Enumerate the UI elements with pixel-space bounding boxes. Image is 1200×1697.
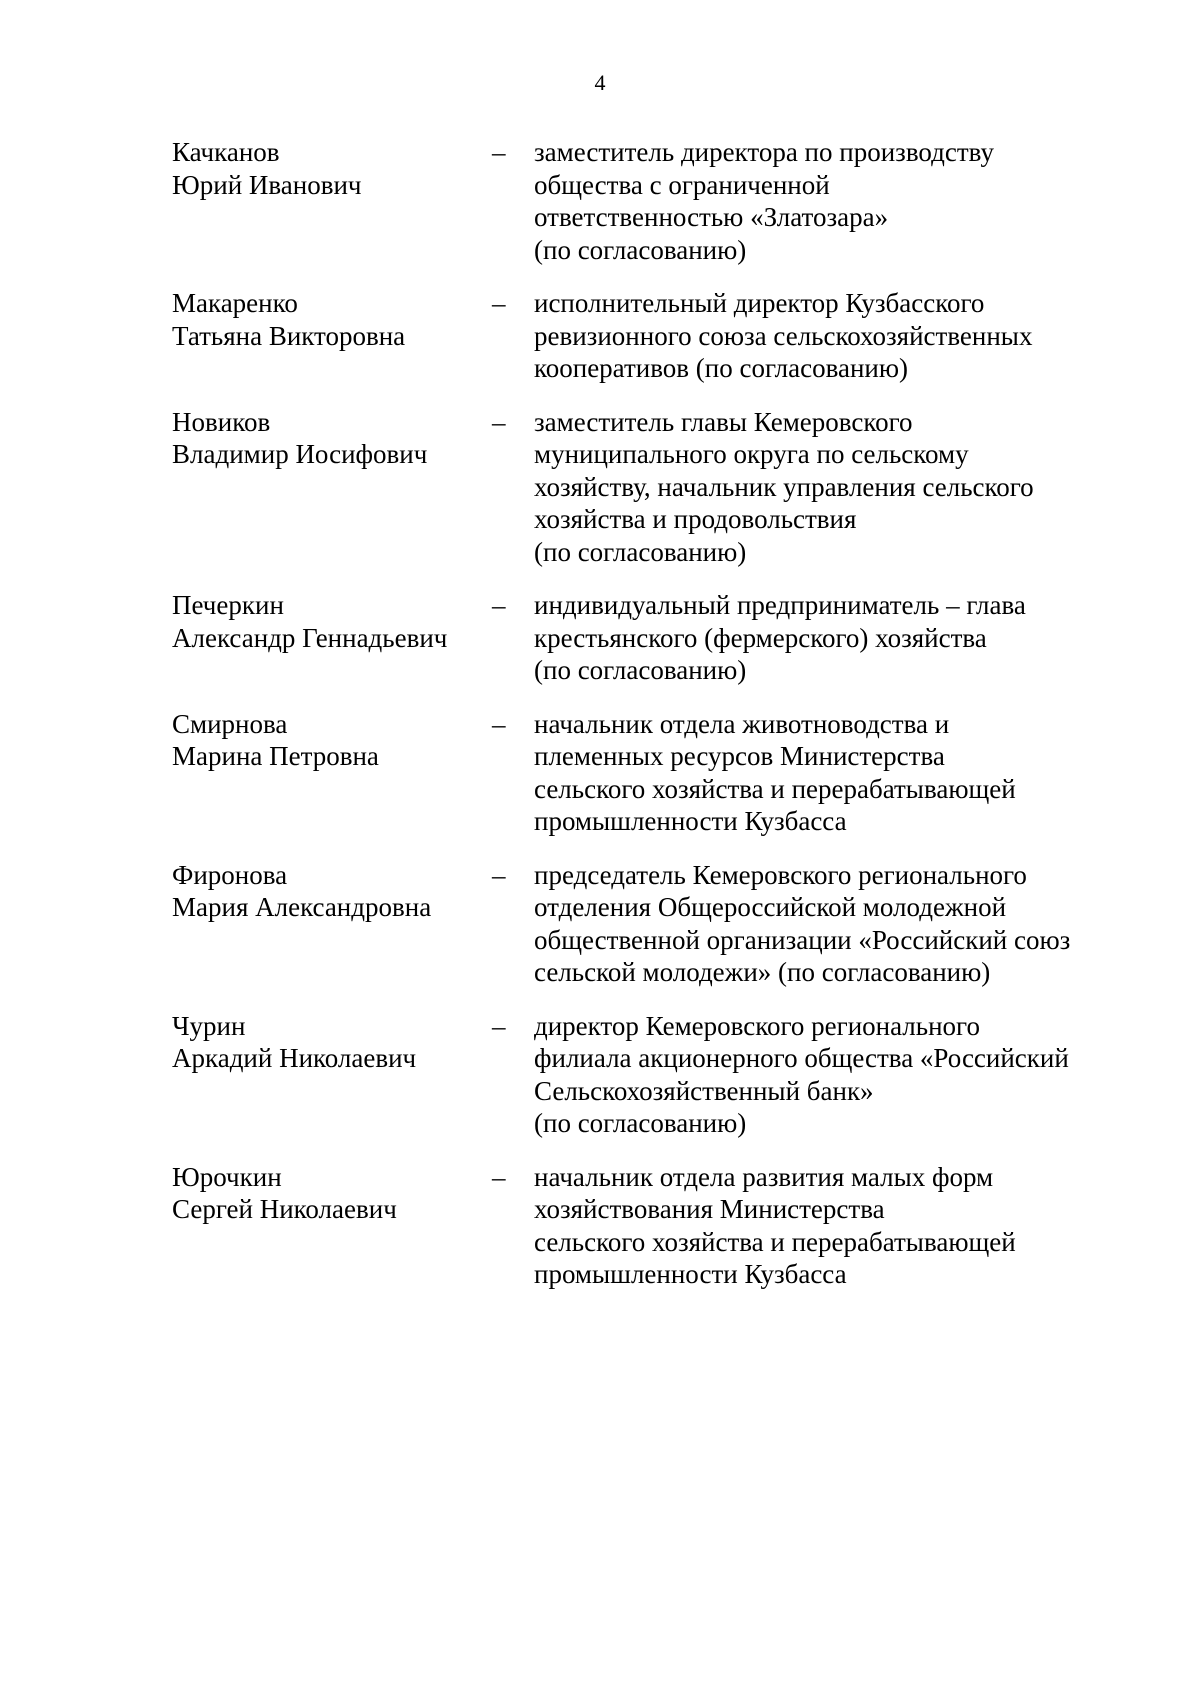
member-name bbox=[172, 1010, 492, 1075]
member-surname: Смирнова bbox=[172, 708, 288, 739]
member-given-names: Мария Александровна bbox=[172, 892, 432, 922]
member-surname: Печеркин bbox=[172, 590, 284, 620]
member-entry bbox=[172, 859, 1112, 989]
member-given-names: Александр Геннадьевич bbox=[172, 622, 448, 653]
separator-dash: – bbox=[492, 1010, 506, 1041]
member-entry bbox=[172, 589, 1112, 687]
member-entry bbox=[172, 1161, 1112, 1291]
member-position: исполнительный директор Кузбасского ревизионного союза сельскохозяйственных кооперативов (по согласованию) bbox=[534, 288, 1033, 383]
member-surname: Макаренко bbox=[172, 288, 298, 318]
member-position: председатель Кемеровского регионального отделения Общероссийской молодежной общественной организации «Российский союз сельской молодежи» (по согласованию) bbox=[534, 859, 1071, 987]
member-position: индивидуальный предприниматель – глава крестьянского (фермерского) хозяйства (по согласованию) bbox=[534, 590, 1026, 685]
member-entry bbox=[172, 708, 1112, 838]
member-entry bbox=[172, 406, 1112, 569]
member-name bbox=[172, 287, 492, 352]
member-surname: Качканов bbox=[172, 137, 280, 167]
member-entry bbox=[172, 136, 1112, 266]
member-given-names: Сергей Николаевич bbox=[172, 1194, 397, 1224]
member-position: заместитель главы Кемеровского муниципального округа по сельскому хозяйству, начальник управления сельского хозяйства и продовольствия (по согласованию) bbox=[534, 406, 1034, 567]
separator-dash: – bbox=[492, 288, 506, 318]
member-name bbox=[172, 589, 492, 654]
separator-dash: – bbox=[492, 708, 506, 739]
member-position: директор Кемеровского регионального филиала акционерного общества «Российский Сельскохозяйственный банк» (по согласованию) bbox=[534, 1010, 1069, 1138]
separator-dash: – bbox=[492, 137, 506, 167]
member-given-names: Владимир Иосифович bbox=[172, 439, 428, 469]
page-number: 4 bbox=[594, 70, 606, 95]
member-entry bbox=[172, 287, 1112, 385]
member-given-names: Аркадий Николаевич bbox=[172, 1043, 417, 1073]
separator-dash: – bbox=[492, 859, 506, 890]
member-given-names: Юрий Иванович bbox=[172, 169, 362, 200]
member-name bbox=[172, 406, 492, 471]
member-position: заместитель директора по производству общества с ограниченной ответственностью «Златозара» (по согласованию) bbox=[534, 137, 994, 265]
member-name bbox=[172, 859, 492, 924]
member-name bbox=[172, 708, 492, 773]
member-surname: Новиков bbox=[172, 406, 271, 437]
member-entry bbox=[172, 1010, 1112, 1140]
member-list bbox=[172, 136, 1112, 1312]
member-given-names: Татьяна Викторовна bbox=[172, 320, 406, 351]
member-surname: Юрочкин bbox=[172, 1161, 282, 1192]
separator-dash: – bbox=[492, 1161, 506, 1192]
member-position: начальник отдела животноводства и племенных ресурсов Министерства сельского хозяйства и перерабатывающей промышленности Кузбасса bbox=[534, 708, 1016, 836]
member-surname: Фиронова bbox=[172, 859, 288, 890]
member-given-names: Марина Петровна bbox=[172, 741, 379, 771]
member-surname: Чурин bbox=[172, 1010, 246, 1041]
member-position: начальник отдела развития малых форм хозяйствования Министерства сельского хозяйства и перерабатывающей промышленности Кузбасса bbox=[534, 1161, 1016, 1289]
separator-dash: – bbox=[492, 406, 506, 437]
member-name bbox=[172, 136, 492, 201]
separator-dash: – bbox=[492, 590, 506, 620]
member-name bbox=[172, 1161, 492, 1226]
